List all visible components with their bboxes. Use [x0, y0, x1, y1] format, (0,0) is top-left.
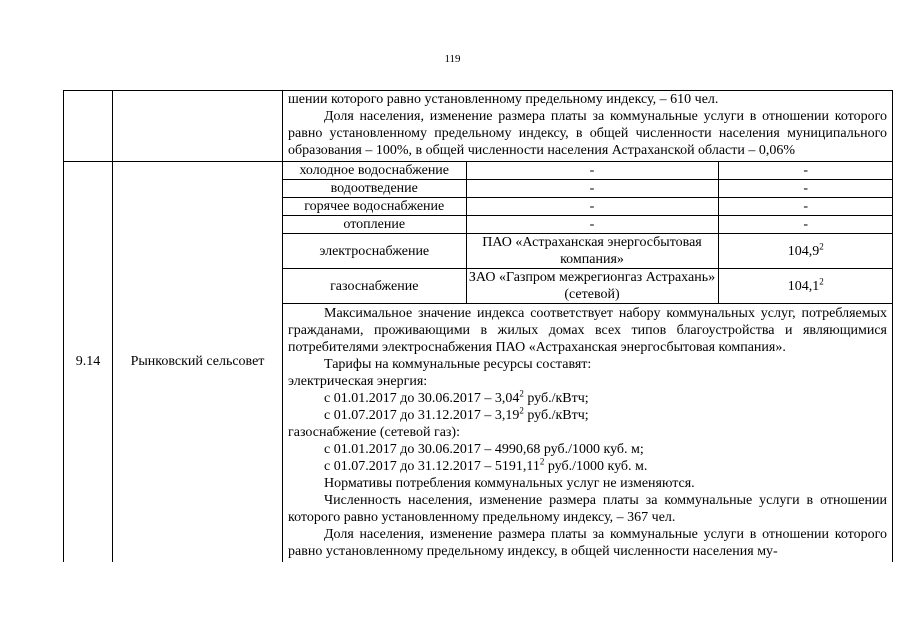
- footnote-mark: 2: [519, 405, 524, 416]
- footnote-mark: 2: [519, 388, 524, 399]
- service-row: [283, 180, 893, 198]
- tariff-text: с 01.01.2017 до 30.06.2017 – 3,04: [324, 391, 520, 406]
- services-table: [283, 162, 893, 304]
- population-count-text: Численность населения, изменение размера платы за коммунальные услуги в отношении которого равно установленному предельному индексу, – 367 чел.: [288, 493, 887, 525]
- municipality-name: Рынковский сельсовет: [113, 162, 283, 563]
- service-name: отопление: [283, 216, 466, 234]
- provider-name: -: [466, 216, 718, 234]
- gas-heading: газоснабжение (сетевой газ):: [288, 425, 460, 440]
- table-row: [64, 91, 893, 162]
- tariff-text: с 01.07.2017 до 31.12.2017 – 3,19: [324, 408, 520, 423]
- provider-name: ЗАО «Газпром межрегионгаз Астрахань» (сетевой): [466, 269, 718, 304]
- index-value: [718, 234, 893, 269]
- service-row: [283, 234, 893, 269]
- service-row: [283, 162, 893, 180]
- population-share-text: Доля населения, изменение размера платы за коммунальные услуги в отношении которого равно установленному предельному индексу, в общей численности населения му-: [288, 527, 887, 559]
- footnote-mark: 2: [539, 456, 545, 467]
- service-row: [283, 198, 893, 216]
- text-cell: [283, 91, 893, 162]
- gas-tariff-2: [288, 458, 887, 475]
- index-value: -: [718, 198, 893, 216]
- footnote-mark: 2: [819, 275, 824, 286]
- municipality-table: [63, 90, 893, 562]
- electricity-tariff-1: [288, 390, 887, 407]
- service-name: газоснабжение: [283, 269, 466, 304]
- provider-name: -: [466, 180, 718, 198]
- tariffs-heading: Тарифы на коммунальные ресурсы составят:: [324, 357, 592, 372]
- row-number: 9.14: [64, 162, 113, 563]
- tariff-unit: руб./кВтч;: [523, 391, 589, 406]
- gas-tariff-1: с 01.01.2017 до 30.06.2017 – 4990,68 руб./1000 куб. м;: [324, 442, 644, 457]
- name-cell: [113, 91, 283, 162]
- provider-name: -: [466, 162, 718, 180]
- service-row: [283, 269, 893, 304]
- index-value: -: [718, 216, 893, 234]
- continued-text: шении которого равно установленному предельному индексу, – 610 чел.: [288, 92, 719, 107]
- population-share-text: Доля населения, изменение размера платы за коммунальные услуги в отношении которого равно установленному предельному индексу, в общей численности населения муниципального образования – 100%, в общей численности населения Астраханской области – 0,06%: [288, 109, 887, 158]
- index-number: 104,9: [787, 243, 820, 259]
- number-cell: [64, 91, 113, 162]
- index-number: 104,1: [787, 278, 820, 294]
- provider-name: -: [466, 198, 718, 216]
- index-value: [718, 269, 893, 304]
- service-name: водоотведение: [283, 180, 466, 198]
- service-row: [283, 216, 893, 234]
- electricity-heading: электрическая энергия:: [288, 374, 428, 389]
- tariff-unit: руб./кВтч;: [523, 408, 589, 423]
- electricity-tariff-2: [288, 407, 887, 424]
- service-name: холодное водоснабжение: [283, 162, 466, 180]
- index-value: -: [718, 162, 893, 180]
- tariff-unit: руб./1000 куб. м.: [544, 459, 648, 474]
- footnote-mark: 2: [819, 240, 824, 251]
- norms-text: Нормативы потребления коммунальных услуг не изменяются.: [324, 476, 695, 491]
- provider-name: ПАО «Астраханская энергосбытовая компания»: [466, 234, 718, 269]
- service-name: горячее водоснабжение: [283, 198, 466, 216]
- table-row: [64, 162, 893, 563]
- tariff-text: с 01.07.2017 до 31.12.2017 – 5191,11: [324, 459, 540, 474]
- service-name: электроснабжение: [283, 234, 466, 269]
- details-cell: [283, 162, 893, 563]
- page-number: 119: [444, 53, 461, 65]
- max-index-text: Максимальное значение индекса соответствует набору коммунальных услуг, потребляемых гражданами, проживающими в жилых домах всех типов благоустройства и являющимися потребителями электроснабжения ПАО «Астраханская энергосбытовая компания».: [288, 306, 887, 355]
- index-value: -: [718, 180, 893, 198]
